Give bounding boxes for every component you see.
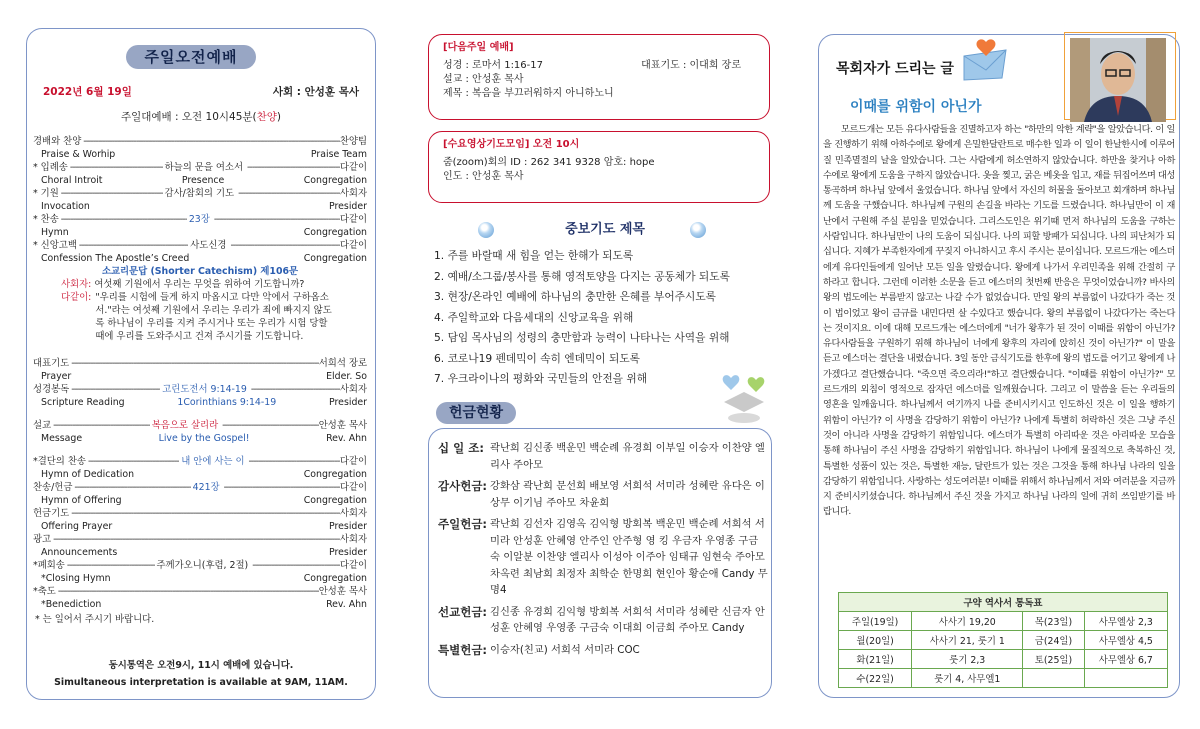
order-row [33,533,367,546]
next-week-preacher: 설교 : 안성훈 목사 [443,74,524,85]
prayer-item: 6. 코로나19 펜데믹이 속히 엔데믹이 되도록 [434,351,640,365]
order-item-person: 사회자 [339,188,367,199]
order-row [33,370,367,383]
reading-cell: 토(25일) [1023,650,1084,669]
order-item-label: *축도 [33,586,56,597]
order-item-detail: Live by the Gospel! [158,433,250,444]
order-item-detail: 복음으로 살리라 [151,420,219,431]
offering-row [438,604,768,637]
order-row [33,226,367,239]
order-item-label: *폐회송 [33,560,65,571]
order-item-person: Presider [329,201,367,212]
order-row [33,419,367,432]
reading-cell: 월(20일) [839,631,912,650]
offering-row [438,478,768,511]
prayer-title: 중보기도 제목 [565,222,645,237]
reading-cell: 사무엘상 2,3 [1084,612,1167,631]
prayer-item: 1. 주를 바랄때 새 힘을 얻는 한해가 되도록 [434,249,634,262]
order-row [33,396,367,409]
order-item-label: Hymn of Dedication [41,469,135,480]
offering-type: 주일헌금: [438,517,488,531]
order-item-label: 경배와 찬양 [33,136,82,147]
order-item-person: 다같이 [339,560,368,571]
order-item-detail: 23장 [188,214,210,225]
order-row [33,161,367,174]
order-item-detail: 1Corinthians 9:14-19 [177,397,277,408]
offering-type: 선교헌금: [438,604,488,619]
sermon-body: 모르드개는 모든 유다사람들을 진멸하고자 하는 "하만의 악한 계략"을 알았습니다. 이 일을 진행하기 위해 아하수에로 왕에게 은밀한달란트로 매수한 일과 이 일이 한날한시에 이루어질 민족멸절의 날을 알았습니다. 그는 사람에게 허소연하지 않았습니다. 하만을 찾거나 아하수에로 왕에게 도움을 구하지 않았습니다. 옷을 찢고, 굵은 베옷을 입고, 재를 뒤집어쓰며 대성통곡하며 하나님 앞에서 울었습니다. 하나님 앞에서 자신의 허물을 돌아보고 회개하며 하나님께 도움을 구했습니다. 하나님께 구원의 손길을 바라는 기도를 드렸습니다. 하나님만이 이 재난에서 구원해 주실 분임을 믿었습니다. 그리스도인은 위기때 먼저 하나님의 도움을 구하는 사람입니다. 하나님만이 나의 도움이 되십니다. 나의 피할 방패가 되십니다. 나의 피난처가 되십니다. 지혜가 부족한자에게 꾸짖지 아니하시고 후시 주시는 분이십니다. 모르드개는 에스더에게 유다인들에게 일어난 모든 일을 알렸습니다. 왕에게 나가서 우리민족을 위해 간절히 구하라고 합니다. 그런데 이러한 소문을 듣고 에스더의 첫번째 반응은 무엇이었습니까? 바사의 왕의 법도에는 부름받지 않고는 나갈 수가 없었습니다. 만일 왕의 부름없이 나갔다가 죽는 것이 법이었고 왕이 금규를 내민다면 살 수있다고 했습니다. 왕의 부름없이 나갔다가는 죽는다는 것이지요. 이에 대해 모르드개는 에스더에게 "너가 왕후가 된 것이 이때를 위함이 아닌가? 유다사람들을 구원하기 위해 하나님이 너에게 왕후의 자리에 앉히신 것이 아닌가?" 이 말을 듣고 에스더는 결단을 내렸습니다. 3일 동안 금식기도를 한후에 왕의 법도를 어기고 왕에게 나가겠다고 결단했습니다. "죽으면 죽으리라!"하고 결단했습니다. "이때를 위함이 아닌가?" 모르드개의 외침이 영적으로 잠자던 에스더를 일깨웠습니다. 그리고 이 말씀을 듣는 우리들의 영혼을 일깨웁니다. 하나님께서 여기까지 나를 준비시키시고 인도하신 것은 이 일을 행하기 위함이 아닌가? 이 사명을 감당하기 위함이 아닌가? 나에게 특별히 허락하신 것은 그냥 주신 것이 아니라 사명을 감당하기 위함입니다. 에스더가 특별히 아리따운 것은 아리따운 모습을 통해 하나님이 주신 사명을 감당하기 위함입니다. 하나님이 나에게 물질적으로 축복하신 것, 특별한 성품이 있는 것은, 특별한 재능, 달란트가 있는 것은 그것을 통해 하나님 나라의 일을 감당하기 위함입니다. 사랑하는 성도여러분! 이때를 위해서 하나님께서 저와 여러분을 지금까지 준비시키셨습니다. 하나님께서 주신 것을 가지고 하나님 나라의 일에 귀히 쓰임받기를 바랍니다. [823,124,1175,518]
order-item-label: Confession The Apostle’s Creed [41,253,190,264]
prayer-item: 2. 예배/소그룹/봉사를 통해 영적토양을 다지는 공동체가 되도록 [434,269,730,283]
order-item-person: 찬양팀 [339,136,367,147]
order-row [33,213,367,226]
prayer-item: 5. 담임 목사님의 성령의 충만함과 능력이 나타나는 사역을 위해 [434,331,730,344]
reading-table [838,592,1168,688]
offering-names: 강화삼 곽난희 문선희 배보영 서희석 서미라 성혜란 유다은 이상무 이기님 주아모 차윤희 [490,480,765,509]
order-row [33,200,367,213]
order-item-label: 헌금기도 [33,508,70,519]
order-block-3 [33,419,367,445]
pastor-photo [1070,38,1166,122]
bubble-icon [690,222,706,238]
reading-cell: 사사기 19,20 [912,612,1023,631]
order-item-detail: 내 안에 사는 이 [181,456,245,467]
order-item-label: 성경봉독 [33,384,70,395]
zoom-info: 줌(zoom)회의 ID : 262 341 9328 암호: hope [443,157,655,168]
order-item-detail: 고린도전서 9:14-19 [162,384,247,395]
reading-cell: 주일(19일) [839,612,912,631]
order-row [33,239,367,252]
next-week-box [428,34,770,120]
order-item-label: Announcements [41,547,118,558]
order-item-label: Scripture Reading [41,397,125,408]
order-item-label: 광고 [33,534,52,545]
order-row [33,357,367,370]
next-week-topic: 제목 : 복음을 부끄러워하지 아니하노니 [443,88,614,99]
order-item-label: Invocation [41,201,90,212]
interpretation-note: 동시통역은 오전9시, 11시 예배에 있습니다. Simultaneous interpretation is available at 9AM, 11AM. [54,660,348,688]
offering-type: 특별헌금: [438,642,488,657]
reading-cell [1023,669,1084,688]
order-of-worship [33,135,367,626]
sermon-title: 이때를 위함이 아닌가 [850,99,982,115]
order-item-detail: 감사/참회의 기도 [164,188,235,199]
order-item-label: Hymn of Offering [41,495,122,506]
order-item-person: 다같이 [339,482,368,493]
reading-cell: 사사기 21, 룻기 1 [912,631,1023,650]
offering-title: 헌금현황 [436,402,516,424]
order-item-person: 사회자 [339,508,367,519]
order-item-label: * 입례송 [33,162,68,173]
order-item-person: Presider [329,397,368,408]
offering-row [438,440,768,473]
catechism-question: 사회자: 여섯째 기원에서 우리는 무엇을 위하여 기도합니까? [61,279,305,290]
order-row [33,494,367,507]
next-week-prayer: 대표기도 : 이대희 장로 [641,60,741,71]
order-item-label: *Benediction [41,599,102,610]
reading-row [839,631,1168,650]
order-item-person: Praise Team [310,149,367,160]
order-item-label: 찬송/헌금 [33,482,73,493]
prayer-item: 3. 현장/온라인 예배에 하나님의 충만한 은혜를 부어주시도록 [434,290,716,303]
order-row [33,507,367,520]
order-item-person: Congregation [303,495,367,506]
wednesday-leader: 인도 : 안성훈 목사 [443,171,524,182]
order-block-1 [33,135,367,265]
order-item-person: 다같이 [339,240,367,251]
order-item-label: Choral Introit [41,175,103,186]
hearts-decoration-icon [722,366,772,424]
wednesday-header: [수요영상기도모임] 오전 10시 [443,139,580,150]
order-item-label: Message [41,433,83,444]
order-item-person: Congregation [303,573,367,584]
reading-cell: 금(24일) [1023,631,1084,650]
order-item-person: 다같이 [339,456,367,467]
prayer-item: 4. 주일학교와 다음세대의 신앙교육을 위해 [434,310,634,324]
reading-row [839,650,1168,669]
order-row [33,468,367,481]
order-row [33,187,367,200]
order-row [33,135,367,148]
offering-names: 이승자(친교) 서희석 서미라 COC [490,643,640,656]
reading-cell: 수(22일) [839,669,912,688]
reading-row [839,612,1168,631]
catechism-answer: 다같이: "우리를 시험에 들게 하지 마옵시고 다만 악에서 구하옵소서."라는 여섯째 기원에서 우리는 우리가 죄에 빠지지 않도록 하나님이 우리를 지켜 주시거나 또는 우리가 시험 당할 때에 우리를 도와주시고 건져 주시기를 기도합니다. [61,292,332,342]
order-item-person: Congregation [303,175,368,186]
service-date: 2022년 6월 19일 [43,86,132,98]
next-week-scripture: 성경 : 로마서 1:16-17 [443,60,543,71]
order-item-person: Congregation [303,227,367,238]
order-block-4 [33,455,367,611]
wednesday-box [428,131,770,203]
order-row [33,520,367,533]
order-item-label: Hymn [41,227,69,238]
order-item-label: *결단의 찬송 [33,456,86,467]
order-item-person: 안성훈 목사 [318,420,368,431]
order-item-person: Elder. So [326,371,367,382]
order-row [33,598,367,611]
service-title: 주일오전예배 [126,45,256,69]
order-row [33,174,367,187]
reading-cell: 사무엘상 6,7 [1084,650,1167,669]
order-row [33,432,367,445]
order-item-detail: 주께가오니(후렴, 2절) [156,560,249,571]
catechism-title: 소교리문답 (Shorter Catechism) 제106문 [101,266,299,277]
order-item-detail: Presence [181,175,225,186]
order-item-person: Presider [329,521,367,532]
reading-cell: 목(23일) [1023,612,1084,631]
order-item-person: 다같이 [339,162,367,173]
order-item-label: 설교 [33,420,52,431]
reading-cell: 화(21일) [839,650,912,669]
offering-type: 십 일 조: [438,441,484,455]
order-item-person: Presider [329,547,367,558]
order-item-person: 서희석 장로 [318,358,367,369]
order-row [33,585,367,598]
offering-row [438,642,768,659]
order-block-2 [33,357,367,409]
order-item-label: * 찬송 [33,214,59,225]
order-item-person: 다같이 [339,214,368,225]
reading-cell: 룻기 4, 사무엘1 [912,669,1023,688]
offering-row [438,516,768,599]
reading-row [839,669,1168,688]
order-item-label: Offering Prayer [41,521,113,532]
order-item-label: Prayer [41,371,72,382]
offering-type: 감사헌금: [438,479,488,493]
order-item-detail: 사도신경 [190,240,227,251]
reading-table-title: 구약 역사서 통독표 [839,593,1168,612]
reading-cell [1084,669,1167,688]
worship-order-panel [26,28,376,700]
order-item-person: 사회자 [339,384,368,395]
order-item-person: Rev. Ahn [326,433,367,444]
offering-names: 곽난희 김선자 김영옥 김익형 방회복 백운민 백순례 서희석 서미라 안성훈 안혜영 안주인 안주형 영 킹 우금자 우영종 구금숙 이알분 이찬양 엘리사 이성아 이주아 임태규 임현숙 주아모 차옥련 최남희 최정자 최학순 한명희 현인아 황순애 Candy 무명4 [490,518,768,596]
order-item-label: *Closing Hymn [41,573,111,584]
pastor-header: 목회자가 드리는 글 [836,61,954,77]
heart-envelope-icon [960,36,1010,82]
order-item-label: Praise & Worhip [41,149,116,160]
order-item-label: * 신앙고백 [33,240,77,251]
stand-note: * 는 일어서 주시기 바랍니다. [35,614,155,625]
order-item-label: * 기원 [33,188,59,199]
order-item-person: Congregation [303,469,367,480]
prayer-item: 7. 우크라이나의 평화와 국민들의 안전을 위해 [434,372,648,385]
offering-names: 곽난희 김신종 백운민 백순례 유경희 이부일 이승자 이찬양 엘리사 주아모 [490,442,765,471]
order-row [33,546,367,559]
reading-cell: 사무엘상 4,5 [1084,631,1167,650]
order-row [33,383,367,396]
offering-names: 김신종 유경희 김익형 방회복 서희석 서미라 성혜란 신금자 안성훈 안혜영 우영종 구금숙 이대희 이금희 주아모 Candy [490,605,765,634]
order-item-detail: 하늘의 문을 여소서 [164,162,244,173]
reading-cell: 룻기 2,3 [912,650,1023,669]
service-time: 주일대예배 : 오전 10시45분(찬양) [120,111,282,123]
order-item-person: Rev. Ahn [326,599,367,610]
next-week-header: [다음주일 예배] [443,42,514,53]
order-row [33,572,367,585]
order-item-detail: 421장 [192,482,220,493]
order-row [33,455,367,468]
order-item-person: 안성훈 목사 [318,586,367,597]
service-leader: 사회 : 안성훈 목사 [272,86,359,98]
order-item-label: 대표기도 [33,358,70,369]
order-row [33,559,367,572]
offering-list [438,440,768,663]
order-row [33,481,367,494]
order-item-person: Congregation [303,253,367,264]
order-item-person: 사회자 [339,534,367,545]
order-row [33,252,367,265]
order-row [33,148,367,161]
